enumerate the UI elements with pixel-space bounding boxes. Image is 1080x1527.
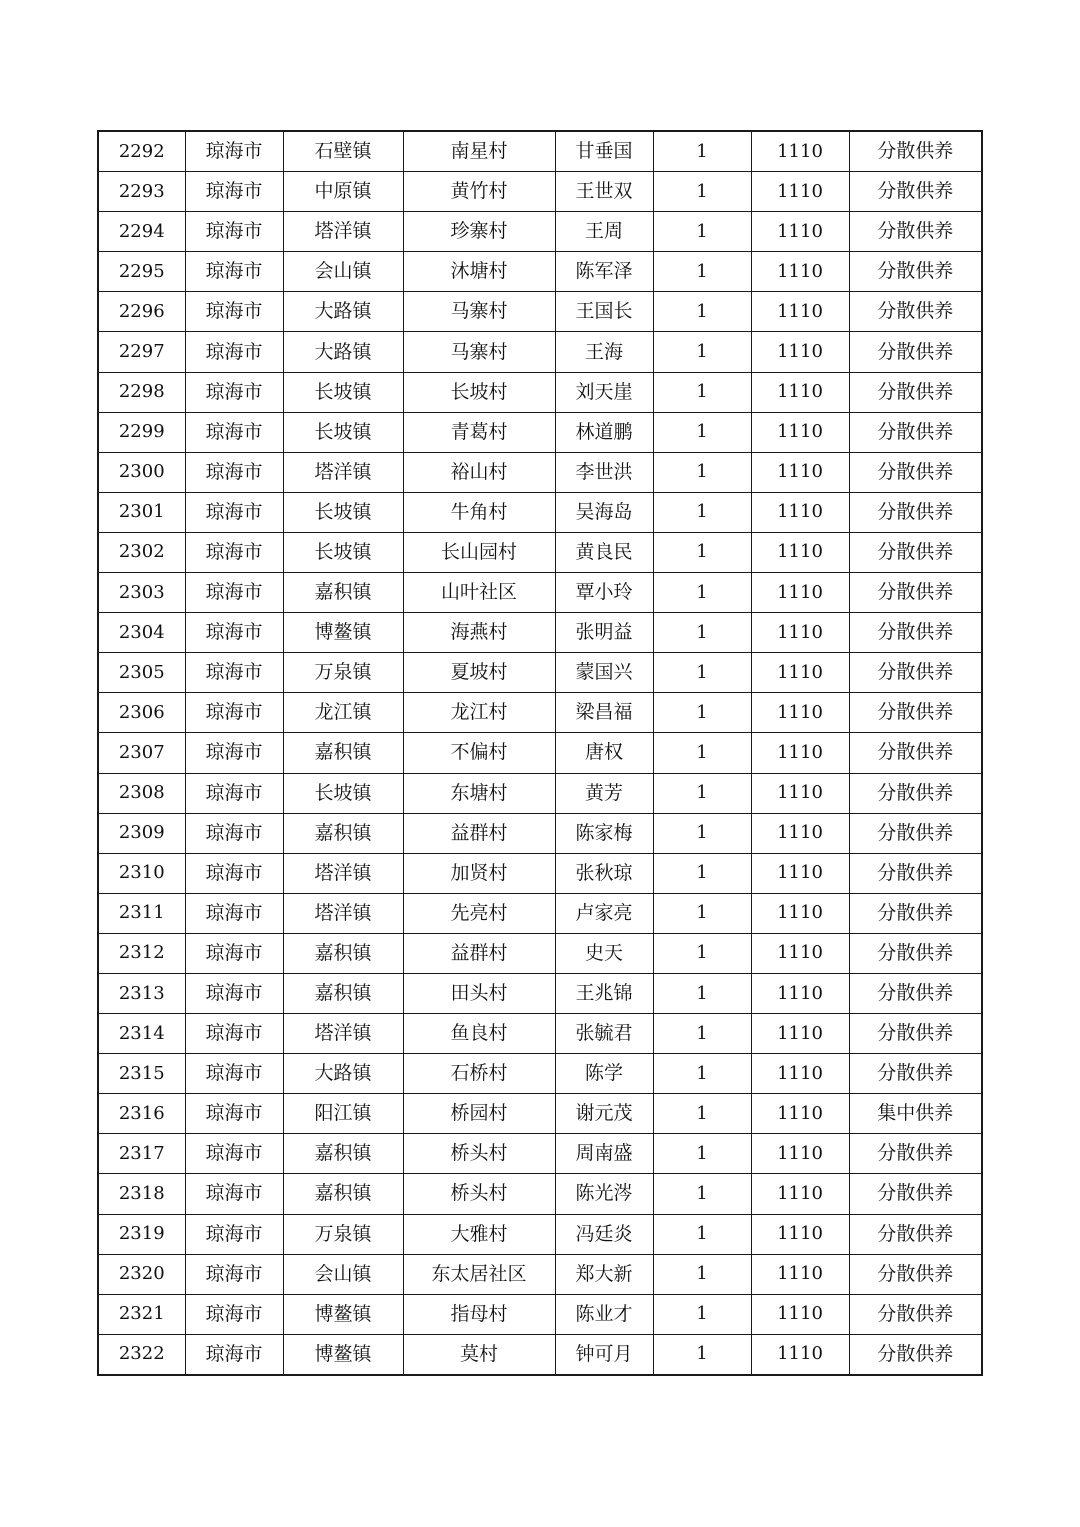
table-row [98, 973, 982, 1013]
support-type-cell: 分散供养 [849, 933, 982, 973]
town-cell: 塔洋镇 [283, 1014, 403, 1054]
village-cell: 东塘村 [403, 773, 555, 813]
count-cell: 1 [653, 412, 751, 452]
amount-cell: 1110 [751, 693, 849, 733]
village-cell: 夏坡村 [403, 653, 555, 693]
amount-cell: 1110 [751, 412, 849, 452]
serial-number-cell: 2309 [98, 813, 185, 853]
serial-number-cell: 2298 [98, 372, 185, 412]
city-cell: 琼海市 [185, 853, 283, 893]
amount-cell: 1110 [751, 733, 849, 773]
name-cell: 张毓君 [555, 1014, 653, 1054]
serial-number-cell: 2305 [98, 653, 185, 693]
serial-number-cell: 2310 [98, 853, 185, 893]
town-cell: 阳江镇 [283, 1094, 403, 1134]
town-cell: 石壁镇 [283, 131, 403, 172]
support-type-cell: 分散供养 [849, 1334, 982, 1375]
table-row [98, 893, 982, 933]
amount-cell: 1110 [751, 893, 849, 933]
support-type-cell: 分散供养 [849, 573, 982, 613]
serial-number-cell: 2308 [98, 773, 185, 813]
name-cell: 覃小玲 [555, 573, 653, 613]
count-cell: 1 [653, 1174, 751, 1214]
name-cell: 史天 [555, 933, 653, 973]
count-cell: 1 [653, 252, 751, 292]
name-cell: 陈家梅 [555, 813, 653, 853]
city-cell: 琼海市 [185, 292, 283, 332]
amount-cell: 1110 [751, 1174, 849, 1214]
village-cell: 益群村 [403, 813, 555, 853]
town-cell: 嘉积镇 [283, 733, 403, 773]
town-cell: 嘉积镇 [283, 813, 403, 853]
town-cell: 长坡镇 [283, 412, 403, 452]
table-row [98, 332, 982, 372]
village-cell: 牛角村 [403, 492, 555, 532]
village-cell: 大雅村 [403, 1214, 555, 1254]
table-body [98, 131, 982, 1375]
name-cell: 刘天崖 [555, 372, 653, 412]
table-row [98, 1294, 982, 1334]
amount-cell: 1110 [751, 332, 849, 372]
town-cell: 大路镇 [283, 1054, 403, 1094]
table-row [98, 1094, 982, 1134]
town-cell: 长坡镇 [283, 773, 403, 813]
village-cell: 莫村 [403, 1334, 555, 1375]
support-type-cell: 分散供养 [849, 893, 982, 933]
table-row [98, 131, 982, 172]
town-cell: 塔洋镇 [283, 893, 403, 933]
village-cell: 加贤村 [403, 853, 555, 893]
village-cell: 长坡村 [403, 372, 555, 412]
table-row [98, 1014, 982, 1054]
city-cell: 琼海市 [185, 1254, 283, 1294]
city-cell: 琼海市 [185, 573, 283, 613]
serial-number-cell: 2315 [98, 1054, 185, 1094]
village-cell: 指母村 [403, 1294, 555, 1334]
village-cell: 海燕村 [403, 613, 555, 653]
amount-cell: 1110 [751, 813, 849, 853]
city-cell: 琼海市 [185, 1294, 283, 1334]
city-cell: 琼海市 [185, 131, 283, 172]
count-cell: 1 [653, 292, 751, 332]
village-cell: 田头村 [403, 973, 555, 1013]
serial-number-cell: 2301 [98, 492, 185, 532]
table-row [98, 613, 982, 653]
city-cell: 琼海市 [185, 212, 283, 252]
count-cell: 1 [653, 452, 751, 492]
town-cell: 中原镇 [283, 172, 403, 212]
name-cell: 梁昌福 [555, 693, 653, 733]
name-cell: 陈业才 [555, 1294, 653, 1334]
name-cell: 张秋琼 [555, 853, 653, 893]
support-type-cell: 分散供养 [849, 653, 982, 693]
name-cell: 谢元茂 [555, 1094, 653, 1134]
town-cell: 嘉积镇 [283, 973, 403, 1013]
table-row [98, 573, 982, 613]
table-row [98, 1054, 982, 1094]
count-cell: 1 [653, 532, 751, 572]
table-row [98, 172, 982, 212]
serial-number-cell: 2318 [98, 1174, 185, 1214]
village-cell: 先亮村 [403, 893, 555, 933]
amount-cell: 1110 [751, 1134, 849, 1174]
village-cell: 珍寨村 [403, 212, 555, 252]
table-row [98, 1214, 982, 1254]
village-cell: 益群村 [403, 933, 555, 973]
table-row [98, 653, 982, 693]
village-cell: 东太居社区 [403, 1254, 555, 1294]
name-cell: 唐权 [555, 733, 653, 773]
count-cell: 1 [653, 573, 751, 613]
count-cell: 1 [653, 172, 751, 212]
village-cell: 山叶社区 [403, 573, 555, 613]
serial-number-cell: 2317 [98, 1134, 185, 1174]
name-cell: 冯廷炎 [555, 1214, 653, 1254]
city-cell: 琼海市 [185, 1134, 283, 1174]
amount-cell: 1110 [751, 452, 849, 492]
support-type-cell: 分散供养 [849, 452, 982, 492]
town-cell: 会山镇 [283, 252, 403, 292]
serial-number-cell: 2295 [98, 252, 185, 292]
amount-cell: 1110 [751, 131, 849, 172]
name-cell: 周南盛 [555, 1134, 653, 1174]
count-cell: 1 [653, 1254, 751, 1294]
serial-number-cell: 2296 [98, 292, 185, 332]
count-cell: 1 [653, 1014, 751, 1054]
table-row [98, 733, 982, 773]
support-type-cell: 分散供养 [849, 212, 982, 252]
serial-number-cell: 2314 [98, 1014, 185, 1054]
city-cell: 琼海市 [185, 492, 283, 532]
village-cell: 南星村 [403, 131, 555, 172]
table-row [98, 1174, 982, 1214]
city-cell: 琼海市 [185, 1174, 283, 1214]
amount-cell: 1110 [751, 172, 849, 212]
support-type-cell: 分散供养 [849, 1014, 982, 1054]
table-row [98, 693, 982, 733]
name-cell: 甘垂国 [555, 131, 653, 172]
count-cell: 1 [653, 933, 751, 973]
amount-cell: 1110 [751, 653, 849, 693]
amount-cell: 1110 [751, 532, 849, 572]
table-row [98, 1254, 982, 1294]
city-cell: 琼海市 [185, 532, 283, 572]
serial-number-cell: 2304 [98, 613, 185, 653]
support-type-cell: 分散供养 [849, 1134, 982, 1174]
city-cell: 琼海市 [185, 452, 283, 492]
town-cell: 塔洋镇 [283, 853, 403, 893]
town-cell: 会山镇 [283, 1254, 403, 1294]
city-cell: 琼海市 [185, 653, 283, 693]
village-cell: 长山园村 [403, 532, 555, 572]
support-type-cell: 分散供养 [849, 853, 982, 893]
table-row [98, 372, 982, 412]
town-cell: 嘉积镇 [283, 933, 403, 973]
village-cell: 桥头村 [403, 1134, 555, 1174]
table-row [98, 252, 982, 292]
support-type-cell: 分散供养 [849, 372, 982, 412]
town-cell: 龙江镇 [283, 693, 403, 733]
count-cell: 1 [653, 212, 751, 252]
table-row [98, 412, 982, 452]
support-type-cell: 分散供养 [849, 412, 982, 452]
support-type-cell: 分散供养 [849, 1054, 982, 1094]
city-cell: 琼海市 [185, 172, 283, 212]
village-cell: 裕山村 [403, 452, 555, 492]
serial-number-cell: 2293 [98, 172, 185, 212]
serial-number-cell: 2313 [98, 973, 185, 1013]
serial-number-cell: 2303 [98, 573, 185, 613]
count-cell: 1 [653, 131, 751, 172]
table-row [98, 773, 982, 813]
name-cell: 卢家亮 [555, 893, 653, 933]
support-type-cell: 分散供养 [849, 292, 982, 332]
count-cell: 1 [653, 1214, 751, 1254]
serial-number-cell: 2319 [98, 1214, 185, 1254]
support-type-cell: 分散供养 [849, 773, 982, 813]
support-type-cell: 分散供养 [849, 532, 982, 572]
serial-number-cell: 2294 [98, 212, 185, 252]
amount-cell: 1110 [751, 853, 849, 893]
name-cell: 吴海岛 [555, 492, 653, 532]
amount-cell: 1110 [751, 372, 849, 412]
amount-cell: 1110 [751, 933, 849, 973]
amount-cell: 1110 [751, 1334, 849, 1375]
table-row [98, 492, 982, 532]
name-cell: 陈光涔 [555, 1174, 653, 1214]
village-cell: 石桥村 [403, 1054, 555, 1094]
amount-cell: 1110 [751, 613, 849, 653]
serial-number-cell: 2300 [98, 452, 185, 492]
amount-cell: 1110 [751, 573, 849, 613]
name-cell: 张明益 [555, 613, 653, 653]
serial-number-cell: 2307 [98, 733, 185, 773]
town-cell: 塔洋镇 [283, 452, 403, 492]
table-row [98, 813, 982, 853]
city-cell: 琼海市 [185, 693, 283, 733]
town-cell: 塔洋镇 [283, 212, 403, 252]
amount-cell: 1110 [751, 1254, 849, 1294]
table-row [98, 853, 982, 893]
village-cell: 青葛村 [403, 412, 555, 452]
serial-number-cell: 2320 [98, 1254, 185, 1294]
support-type-cell: 分散供养 [849, 131, 982, 172]
amount-cell: 1110 [751, 212, 849, 252]
name-cell: 李世洪 [555, 452, 653, 492]
village-cell: 马寨村 [403, 332, 555, 372]
city-cell: 琼海市 [185, 1014, 283, 1054]
serial-number-cell: 2322 [98, 1334, 185, 1375]
serial-number-cell: 2306 [98, 693, 185, 733]
town-cell: 博鳌镇 [283, 1294, 403, 1334]
table-row [98, 1134, 982, 1174]
name-cell: 王国长 [555, 292, 653, 332]
support-type-cell: 分散供养 [849, 172, 982, 212]
village-cell: 龙江村 [403, 693, 555, 733]
name-cell: 王周 [555, 212, 653, 252]
city-cell: 琼海市 [185, 372, 283, 412]
city-cell: 琼海市 [185, 933, 283, 973]
name-cell: 陈学 [555, 1054, 653, 1094]
count-cell: 1 [653, 773, 751, 813]
support-type-cell: 分散供养 [849, 733, 982, 773]
count-cell: 1 [653, 733, 751, 773]
village-cell: 马寨村 [403, 292, 555, 332]
name-cell: 黄芳 [555, 773, 653, 813]
name-cell: 林道鹏 [555, 412, 653, 452]
support-type-cell: 分散供养 [849, 1174, 982, 1214]
name-cell: 王兆锦 [555, 973, 653, 1013]
city-cell: 琼海市 [185, 252, 283, 292]
serial-number-cell: 2312 [98, 933, 185, 973]
count-cell: 1 [653, 813, 751, 853]
amount-cell: 1110 [751, 1014, 849, 1054]
name-cell: 钟可月 [555, 1334, 653, 1375]
table-row [98, 532, 982, 572]
amount-cell: 1110 [751, 1214, 849, 1254]
town-cell: 博鳌镇 [283, 613, 403, 653]
town-cell: 大路镇 [283, 332, 403, 372]
town-cell: 万泉镇 [283, 653, 403, 693]
support-type-cell: 分散供养 [849, 332, 982, 372]
serial-number-cell: 2297 [98, 332, 185, 372]
city-cell: 琼海市 [185, 412, 283, 452]
village-cell: 不偏村 [403, 733, 555, 773]
name-cell: 王海 [555, 332, 653, 372]
amount-cell: 1110 [751, 252, 849, 292]
city-cell: 琼海市 [185, 1094, 283, 1134]
support-type-cell: 分散供养 [849, 613, 982, 653]
town-cell: 万泉镇 [283, 1214, 403, 1254]
count-cell: 1 [653, 893, 751, 933]
count-cell: 1 [653, 492, 751, 532]
town-cell: 博鳌镇 [283, 1334, 403, 1375]
town-cell: 长坡镇 [283, 492, 403, 532]
city-cell: 琼海市 [185, 1214, 283, 1254]
name-cell: 黄良民 [555, 532, 653, 572]
town-cell: 大路镇 [283, 292, 403, 332]
city-cell: 琼海市 [185, 813, 283, 853]
table-row [98, 1334, 982, 1375]
count-cell: 1 [653, 653, 751, 693]
assistance-recipients-table [97, 130, 983, 1376]
support-type-cell: 分散供养 [849, 252, 982, 292]
count-cell: 1 [653, 853, 751, 893]
village-cell: 桥园村 [403, 1094, 555, 1134]
support-type-cell: 分散供养 [849, 693, 982, 733]
count-cell: 1 [653, 1094, 751, 1134]
count-cell: 1 [653, 973, 751, 1013]
town-cell: 嘉积镇 [283, 1134, 403, 1174]
document-table-container [97, 130, 981, 1376]
count-cell: 1 [653, 1294, 751, 1334]
support-type-cell: 分散供养 [849, 1254, 982, 1294]
table-row [98, 212, 982, 252]
support-type-cell: 分散供养 [849, 973, 982, 1013]
name-cell: 王世双 [555, 172, 653, 212]
count-cell: 1 [653, 1334, 751, 1375]
count-cell: 1 [653, 1134, 751, 1174]
amount-cell: 1110 [751, 1294, 849, 1334]
city-cell: 琼海市 [185, 1054, 283, 1094]
city-cell: 琼海市 [185, 733, 283, 773]
amount-cell: 1110 [751, 1054, 849, 1094]
amount-cell: 1110 [751, 973, 849, 1013]
count-cell: 1 [653, 372, 751, 412]
serial-number-cell: 2316 [98, 1094, 185, 1134]
amount-cell: 1110 [751, 492, 849, 532]
village-cell: 黄竹村 [403, 172, 555, 212]
town-cell: 长坡镇 [283, 372, 403, 412]
count-cell: 1 [653, 613, 751, 653]
village-cell: 沐塘村 [403, 252, 555, 292]
city-cell: 琼海市 [185, 613, 283, 653]
serial-number-cell: 2299 [98, 412, 185, 452]
city-cell: 琼海市 [185, 893, 283, 933]
name-cell: 蒙国兴 [555, 653, 653, 693]
town-cell: 嘉积镇 [283, 1174, 403, 1214]
village-cell: 鱼良村 [403, 1014, 555, 1054]
count-cell: 1 [653, 1054, 751, 1094]
table-row [98, 933, 982, 973]
support-type-cell: 分散供养 [849, 813, 982, 853]
serial-number-cell: 2292 [98, 131, 185, 172]
support-type-cell: 分散供养 [849, 492, 982, 532]
support-type-cell: 集中供养 [849, 1094, 982, 1134]
city-cell: 琼海市 [185, 1334, 283, 1375]
village-cell: 桥头村 [403, 1174, 555, 1214]
serial-number-cell: 2311 [98, 893, 185, 933]
town-cell: 嘉积镇 [283, 573, 403, 613]
amount-cell: 1110 [751, 1094, 849, 1134]
count-cell: 1 [653, 332, 751, 372]
serial-number-cell: 2321 [98, 1294, 185, 1334]
amount-cell: 1110 [751, 292, 849, 332]
table-row [98, 452, 982, 492]
serial-number-cell: 2302 [98, 532, 185, 572]
table-row [98, 292, 982, 332]
city-cell: 琼海市 [185, 973, 283, 1013]
count-cell: 1 [653, 693, 751, 733]
amount-cell: 1110 [751, 773, 849, 813]
city-cell: 琼海市 [185, 332, 283, 372]
town-cell: 长坡镇 [283, 532, 403, 572]
name-cell: 陈军泽 [555, 252, 653, 292]
city-cell: 琼海市 [185, 773, 283, 813]
support-type-cell: 分散供养 [849, 1294, 982, 1334]
name-cell: 郑大新 [555, 1254, 653, 1294]
support-type-cell: 分散供养 [849, 1214, 982, 1254]
